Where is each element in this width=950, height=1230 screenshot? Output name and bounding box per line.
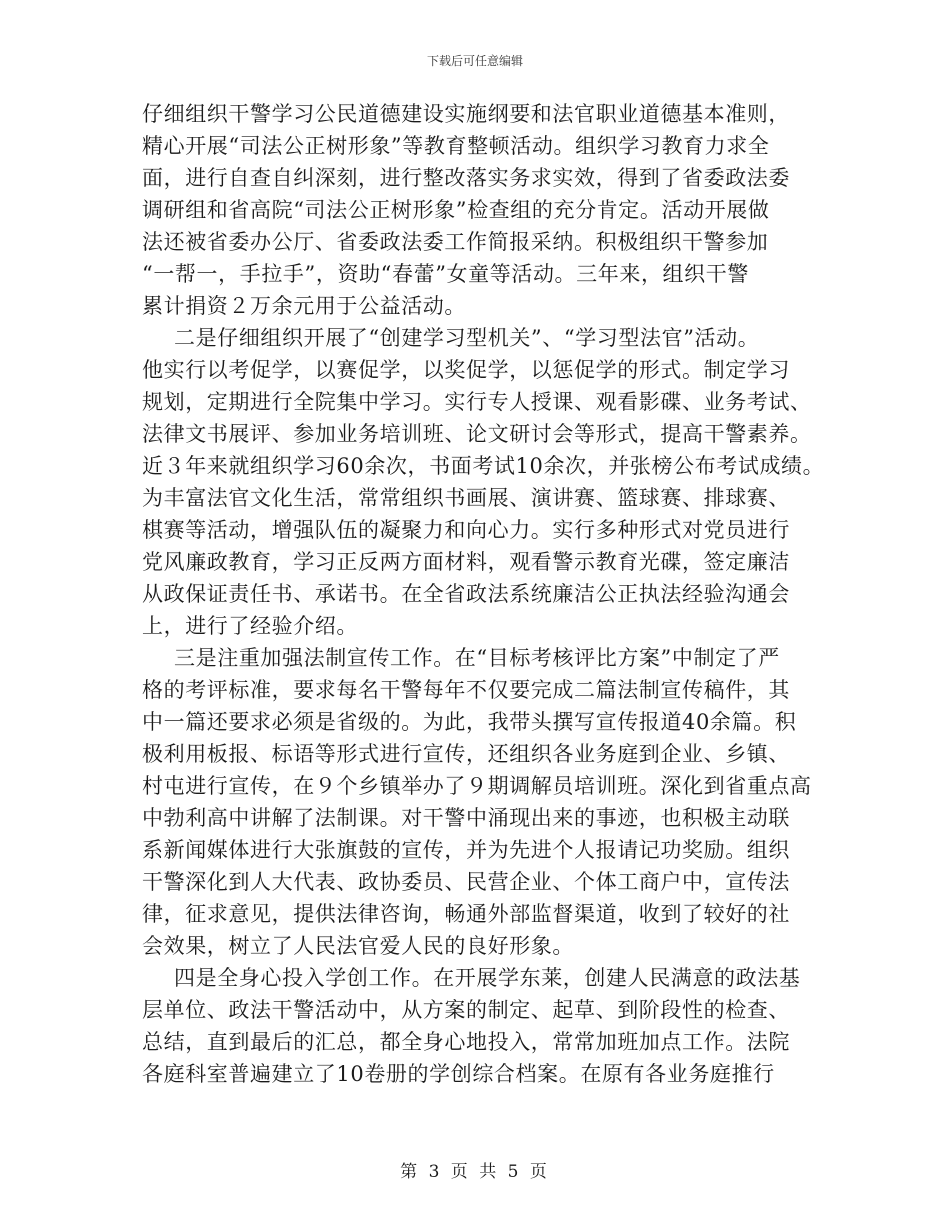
text-line: 村屯进行宣传，在９个乡镇举办了９期调解员培训班。深化到省重点高 <box>142 774 812 798</box>
paragraph-start-line: 三是注重加强法制宣传工作。在“目标考核评比方案”中制定了严 <box>174 646 780 670</box>
text-line: 精心开展“司法公正树形象”等教育整顿活动。组织学习教育力求全 <box>142 134 770 158</box>
page-header: 下载后可任意编辑 <box>426 54 523 68</box>
text-line: 为丰富法官文化生活，常常组织书画展、演讲赛、篮球赛、排球赛、 <box>142 486 790 510</box>
text-line: 棋赛等活动，增强队伍的凝聚力和向心力。实行多种形式对党员进行 <box>142 518 790 542</box>
text-line: 格的考评标准，要求每名干警每年不仅要完成二篇法制宣传稿件，其 <box>142 678 790 702</box>
text-line: 党风廉政教育，学习正反两方面材料，观看警示教育光碟，签定廉洁 <box>142 550 790 574</box>
document-body <box>142 98 832 1090</box>
page-number-footer: 第 3 页 共 5 页 <box>400 1162 550 1182</box>
text-line: 近３年来就组织学习60余次，书面考试10余次，并张榜公布考试成绩。 <box>142 454 825 478</box>
text-line: 干警深化到人大代表、政协委员、民营企业、个体工商户中，宣传法 <box>142 870 790 894</box>
text-line: 仔细组织干警学习公民道德建设实施纲要和法官职业道德基本准则， <box>142 102 790 126</box>
text-line: 律，征求意见，提供法律咨询，畅通外部监督渠道，收到了较好的社 <box>142 902 790 926</box>
text-line: 法还被省委办公厅、省委政法委工作简报采纳。积极组织干警参加 <box>142 230 769 254</box>
text-line: 他实行以考促学，以赛促学，以奖促学，以惩促学的形式。制定学习 <box>142 358 790 382</box>
text-line: 累计捐资２万余元用于公益活动。 <box>142 294 466 318</box>
paragraph-start-line: 四是全身心投入学创工作。在开展学东莱，创建人民满意的政法基 <box>174 966 801 990</box>
text-line: 极利用板报、标语等形式进行宣传，还组织各业务庭到企业、乡镇、 <box>142 742 790 766</box>
text-line: 面，进行自查自纠深刻，进行整改落实务求实效，得到了省委政法委 <box>142 166 790 190</box>
paragraph-start-line: 二是仔细组织开展了“创建学习型机关”、“学习型法官”活动。 <box>174 326 760 350</box>
text-line: 从政保证责任书、承诺书。在全省政法系统廉洁公正执法经验沟通会 <box>142 582 790 606</box>
text-line: 上，进行了经验介绍。 <box>142 614 358 638</box>
text-line: 会效果，树立了人民法官爱人民的良好形象。 <box>142 934 574 958</box>
text-line: 规划，定期进行全院集中学习。实行专人授课、观看影碟、业务考试、 <box>142 390 812 414</box>
text-line: 总结，直到最后的汇总，都全身心地投入，常常加班加点工作。法院 <box>142 1030 790 1054</box>
text-line: 各庭科室普遍建立了10卷册的学创综合档案。在原有各业务庭推行 <box>142 1062 775 1086</box>
text-line: 法律文书展评、参加业务培训班、论文研讨会等形式，提高干警素养。 <box>142 422 812 446</box>
text-line: 中勃利高中讲解了法制课。对干警中涌现出来的事迹，也积极主动联 <box>142 806 790 830</box>
text-line: 中一篇还要求必须是省级的。为此，我带头撰写宣传报道40余篇。积 <box>142 710 797 734</box>
text-line: 层单位、政法干警活动中，从方案的制定、起草、到阶段性的检查、 <box>142 998 790 1022</box>
text-line: “一帮一，手拉手”，资助“春蕾”女童等活动。三年来，组织干警 <box>142 262 749 286</box>
text-line: 系新闻媒体进行大张旗鼓的宣传，并为先进个人报请记功奖励。组织 <box>142 838 790 862</box>
text-line: 调研组和省高院“司法公正树形象”检查组的充分肯定。活动开展做 <box>142 198 770 222</box>
